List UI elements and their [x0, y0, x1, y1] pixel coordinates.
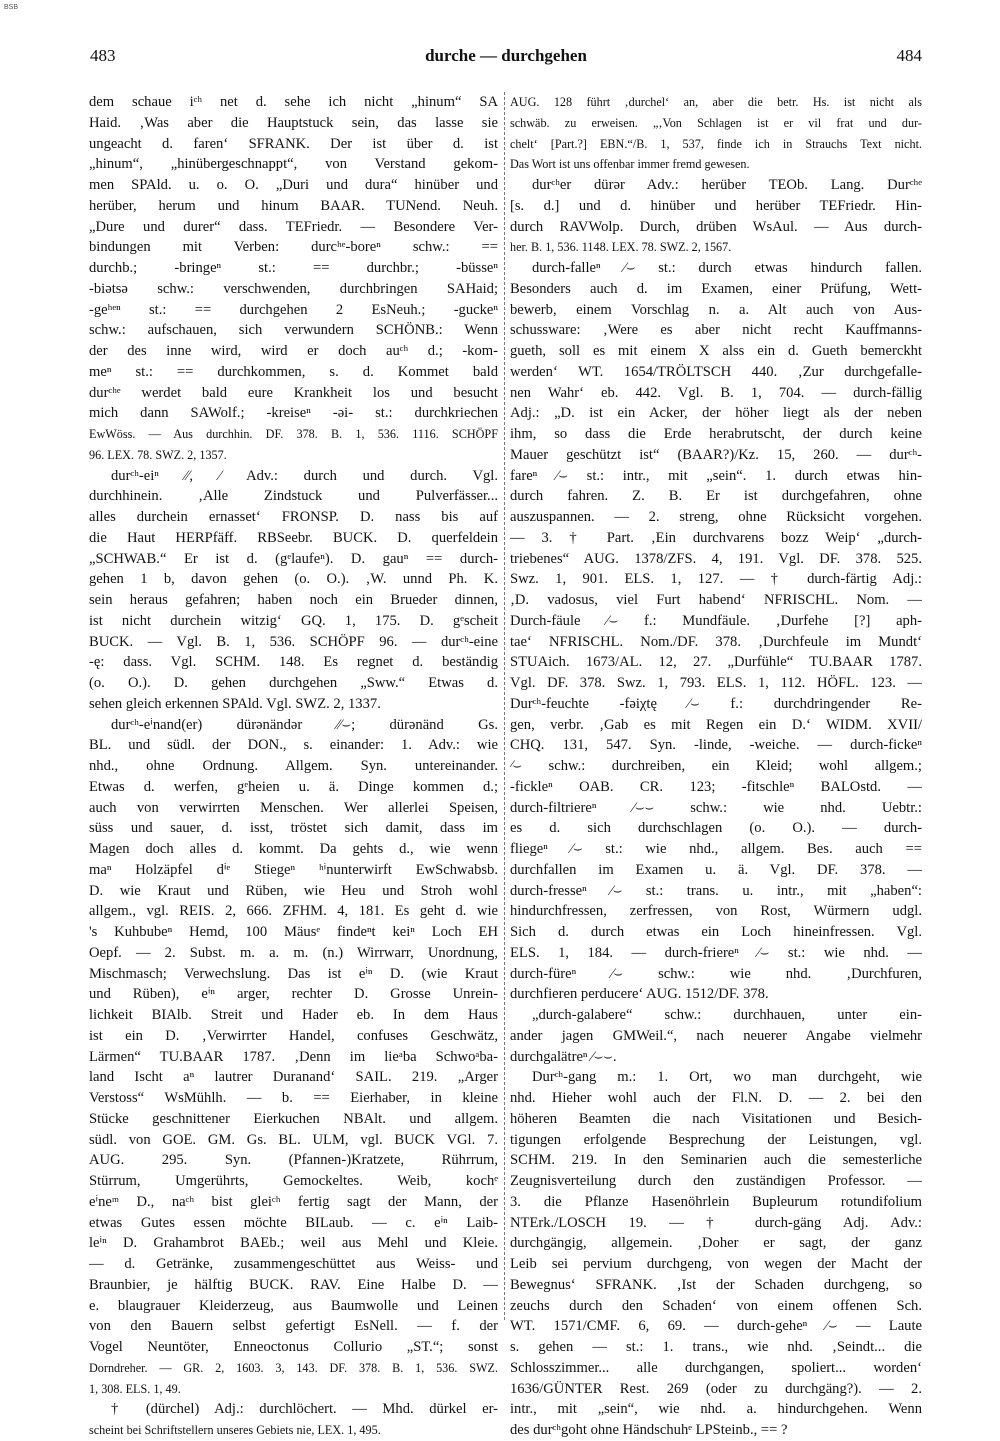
text-line: Braunbier, je hälftig BUCK. RAV. Eine Halbe D. — — [89, 1276, 498, 1293]
text-line: Swz. 1, 901. ELS. 1, 127. — † durch-färtig Adj.: — [510, 571, 922, 588]
text-line: -fickleⁿ OAB. CR. 123; -fitschleⁿ BALOstd. — — [510, 778, 922, 795]
text-line: hindurchfressen, zerfressen, von Rost, Würmern udgl. — [510, 903, 922, 920]
text-line: -biətsə schw.: verschwenden, durchbringen SAHaid; — [89, 280, 498, 297]
text-line: e. blaugrauer Kleiderzeug, aus Baumwolle und Leinen — [89, 1297, 498, 1314]
text-line: her. B. 1, 536. 1148. LEX. 78. SWZ. 2, 1567. — [510, 240, 732, 255]
right-column — [510, 92, 922, 1441]
text-line: und Rüben), eⁱⁿ arger, rechter D. Grosse Unrein- — [89, 986, 498, 1003]
text-line: Sich d. durch etwas ein Loch hineinfressen. Vgl. — [510, 924, 922, 940]
text-line: durᶜʰ-eiⁿ ⁄⁄, ⁄ Adv.: durch und durch. Vgl. — [111, 467, 498, 484]
text-line: leⁱⁿ D. Grahambrot BAEb.; weil aus Mehl und Kleie. — [89, 1235, 498, 1252]
text-line: süss und sauer, d. isst, tröstet sich damit, dass im — [89, 820, 498, 837]
text-line: „SCHWAB.“ Er ist d. (gᵉlaufeⁿ). D. gauⁿ == durch- — [89, 550, 498, 567]
text-line: zeuchs durch den Schaden‘ von einem offenen Sch. — [510, 1297, 922, 1314]
text-line: Stücke geschnittener Eierkuchen NBAlt. und allgem. — [89, 1110, 498, 1127]
text-line: schussware: ‚Were es aber nicht recht Kauffmanns- — [510, 322, 922, 339]
text-line: Zeugnisverteilung durch den zuständigen Professor. — — [510, 1173, 922, 1189]
page-number-left: 483 — [90, 46, 116, 65]
text-line: 1636/GÜNTER Rest. 269 (oder zu durchgäng?). — 2. — [510, 1380, 922, 1397]
text-line: 96. LEX. 78. SWZ. 2, 1357. — [89, 447, 227, 462]
text-line: SCHM. 219. In den Seminarien auch die semesterliche — [510, 1152, 922, 1169]
text-line: Leib sei pervium durchgeng, von wegen der Macht der — [510, 1256, 922, 1272]
text-line: ‚D. vadosus, viel Furt habend‘ NFRISCHL. Nom. — — [510, 592, 922, 608]
text-line: Bewegnus‘ SFRANK. ‚Ist der Schaden durchgeng, so — [510, 1276, 922, 1293]
text-line: Haid. ‚Was aber die Hauptstuck sein, das lasse sie — [89, 114, 498, 131]
text-line: die Haut HERPfäff. RBSeebr. BUCK. D. querfeldein — [89, 529, 498, 546]
text-line: werden‘ WT. 1654/TRÖLTSCH 440. ‚Zur durchgefalle- — [510, 363, 922, 380]
text-line: alles durchein ernasset‘ FRONSP. D. nass bis auf — [89, 509, 498, 525]
text-line: durch RAVWolp. Durch, drüben WsAul. — Aus durch- — [510, 218, 922, 235]
text-line: gueth, soll es mit einem X alss ein d. Gueth bemerckht — [510, 343, 922, 359]
text-line: durchgalätreⁿ ⁄⌣⌣. — [510, 1048, 617, 1065]
text-line: höheren Beamten die nach Visitationen und Besich- — [510, 1110, 922, 1127]
text-line: (o. O.). D. gehen durchgehen „Sww.“ Etwas d. — [89, 675, 498, 691]
text-line: ist nicht durchein witzig‘ GQ. 1, 175. D. gᵉscheit — [89, 612, 498, 629]
text-line: allgem., vgl. REIS. 2, 666. ZFHM. 4, 181. Es geht d. wie — [89, 903, 498, 920]
text-line: schwäb. zu erweisen. „‚Von Schlagen ist er vil frat und dur- — [510, 115, 922, 130]
text-line: „durch-galabere“ schw.: durchhauen, unter ein- — [532, 1007, 922, 1023]
text-line: AUG. 295. Syn. (Pfannen-)Kratzete, Rührrum, — [89, 1152, 498, 1169]
text-line: ELS. 1, 184. — durch-friereⁿ ⁄⌣ st.: wie nhd. — — [510, 944, 922, 961]
text-line: 3. die Pflanze Hasenöhrlein Bupleurum rotundifolium — [510, 1193, 922, 1210]
text-line: Etwas d. werfen, gᵉheien u. ä. Dinge kommen d.; — [89, 778, 498, 795]
text-line: scheint bei Schriftstellern unseres Gebiets nie, LEX. 1, 495. — [89, 1423, 381, 1437]
text-line: ⁄⌣ schw.: durchreiben, ein Kleid; wohl allgem.; — [510, 758, 922, 774]
text-line: ist ein D. ‚Verwirrter Handel, confuses Geschwätz, — [89, 1027, 498, 1044]
text-line: schw.: aufschauen, sich verwundern SCHÖNB.: Wenn — [89, 322, 498, 339]
text-line: Verstoss“ WsMühlh. — b. == Eierhaber, in kleine — [89, 1090, 498, 1106]
text-line: intr., mit „sein“, wie nhd. a. hindurchgehen. Wenn — [510, 1401, 922, 1418]
text-line: durchgängig, allgemein. ‚Doher er sagt, der ganz — [510, 1235, 922, 1252]
text-line: eⁱneᵐ D., naᶜʰ bist gleiᶜʰ fertig sagt der Mann, der — [89, 1193, 498, 1210]
text-line: 1, 308. ELS. 1, 49. — [89, 1381, 181, 1396]
text-line: Magen doch alles d. kommt. Da gehts d., wie wenn — [89, 841, 498, 857]
text-line: mich dann SAWolf.; -kreiseⁿ -əi- st.: durchkriechen — [89, 405, 498, 422]
text-line: Dorndreher. — GR. 2, 1603. 3, 143. DF. 378. B. 1, 536. SWZ. — [89, 1360, 498, 1375]
text-line: — 3. † Part. ‚Ein durchvarens bozz Weip‘ „durch- — [510, 529, 922, 546]
text-line: meⁿ st.: == durchkommen, s. d. Kommet bald — [89, 363, 498, 380]
text-line: durch-falleⁿ ⁄⌣ st.: durch etwas hindurch fallen. — [532, 260, 922, 276]
text-line: durchfieren perducere‘ AUG. 1512/DF. 378. — [510, 986, 769, 1003]
text-line: AUG. 128 führt ‚durchel‘ an, aber die betr. Hs. ist nicht als — [510, 95, 922, 109]
text-line: der des inne wird, wird er doch auᶜʰ d.; -kom- — [89, 343, 498, 359]
text-line: sein heraus gefahren; haben noch ein Brueder dinnen, — [89, 592, 498, 608]
text-line: südl. von GOE. GM. Gs. BL. ULM, vgl. BUCK VGl. 7. — [89, 1131, 498, 1148]
text-line: Stürrum, Umgerührts, Gemockeltes. Weib, kochᵉ — [89, 1173, 498, 1189]
text-line: gen, verbr. ‚Gab es mit Regen ein D.‘ WIDM. XVII/ — [510, 716, 922, 733]
text-line: BL. und südl. der DON., s. einander: 1. Adv.: wie — [89, 737, 498, 754]
text-line: bindungen mit Verben: durcʰᵉ-boreⁿ schw.: == — [89, 239, 498, 256]
text-line: CHQ. 131, 547. Syn. -linde, -weiche. — durch-fickeⁿ — [510, 737, 922, 754]
text-line: durch-filtriereⁿ ⁄⌣⌣ schw.: wie nhd. Uebtr.: — [510, 799, 922, 816]
text-line: D. wie Kraut und Rüben, wie Heu und Stroh wohl — [89, 882, 498, 899]
text-line: WT. 1571/CMF. 6, 69. — durch-geheⁿ ⁄⌣ — Laute — [510, 1318, 922, 1335]
text-line: auszuspannen. — 2. streng, ohne Rücksicht vorgehen. — [510, 509, 922, 525]
text-line: dem schaue iᶜʰ net d. sehe ich nicht „hinum“ SA — [89, 94, 498, 110]
text-line: fliegeⁿ ⁄⌣ st.: wie nhd., allgem. Bes. auch == — [510, 841, 922, 857]
text-line: Durᶜʰ-feuchte -fəiχtę ⁄⌣ f.: durchdringender Re- — [510, 695, 922, 712]
text-line: maⁿ Holzäpfel dⁱᵉ Stiegeⁿ ʰⁱnunterwirft EwSchwabsb. — [89, 861, 498, 878]
text-line: BUCK. — Vgl. B. 1, 536. SCHÖPF 96. — durᶜʰ-eine — [89, 633, 498, 650]
text-line: men SPAld. u. o. O. „Duri und dura“ hinüber und — [89, 177, 498, 193]
page-header — [90, 46, 922, 74]
text-line: durch fahren. Z. B. Er ist durchgefahren, ohne — [510, 488, 922, 505]
text-line: Adj.: „D. ist ein Acker, der höher liegt als der neben — [510, 405, 922, 422]
text-line: s. gehen — st.: 1. trans., wie nhd. ‚Seindt... die — [510, 1339, 922, 1355]
text-line: durchhinein. ‚Alle Zindstuck und Pulverfässer... — [89, 488, 498, 505]
left-column — [89, 92, 498, 1441]
text-line: -geʰᵉⁿ st.: == durchgehen 2 EsNeuh.; -guckeⁿ — [89, 301, 498, 318]
text-line: bewerb, einem Vorschlag n. a. Alt auch von Aus- — [510, 301, 922, 318]
text-line: triebenes“ AUG. 1378/ZFS. 4, 191. Vgl. DF. 378. 525. — [510, 550, 922, 567]
text-line: Oepf. — 2. Subst. m. a. m. (n.) Wirrwarr, Unordnung, — [89, 944, 498, 961]
text-line: tigungen erfolgende Besprechung der Leistungen, vgl. — [510, 1131, 922, 1148]
text-line: durᶜʰᵉ werdet bald eure Krankheit los und besucht — [89, 384, 498, 401]
text-line: chelt‘ [Part.?] EBN.“/B. 1, 537, finde ich in Strauchs Text nicht. — [510, 136, 922, 151]
text-line: gehen 1 b, davon gehen (o. O.). ‚W. unnd Ph. K. — [89, 571, 498, 588]
text-line: durᶜʰer dürər Adv.: herüber TEOb. Lang. Durᶜʰᵉ — [532, 177, 922, 193]
text-line: nhd. Hieher wohl auch der Fl.N. D. — 2. bei den — [510, 1090, 922, 1106]
column-divider — [504, 92, 505, 1320]
text-line: nen Wahr‘ eb. 442. Vgl. B. 1, 704. — durch-fällig — [510, 384, 922, 401]
text-line: Durᶜʰ-gang m.: 1. Ort, wo man durchgeht, wie — [532, 1069, 922, 1086]
text-line: Mauer geschützt ist“ (BAAR?)/Kz. 15, 260. — durᶜʰ- — [510, 446, 922, 463]
text-line: Vgl. DF. 378. Swz. 1, 793. ELS. 1, 112. HÖFL. 123. — — [510, 675, 922, 691]
text-line: Lärmen“ TU.BAAR 1787. ‚Denn im lieᵃba Schwoᵃba- — [89, 1048, 498, 1065]
running-title: durche — durchgehen — [425, 46, 587, 65]
text-line: — d. Getränke, zusammengeschüttet aus Weiss- und — [89, 1256, 498, 1272]
text-line: durchb.; -bringeⁿ st.: == durchbr.; -büsseⁿ — [89, 260, 498, 276]
text-line: lichkeit BIAlb. Streit und Hader eb. In dem Haus — [89, 1007, 498, 1023]
text-line: durchfallen im Examen u. ä. Vgl. DF. 378. — — [510, 861, 922, 878]
text-line: Das Wort ist uns offenbar immer fremd gewesen. — [510, 157, 750, 172]
text-line: land Ischt aⁿ lautrer Duranand‘ SAIL. 219. „Arger — [89, 1069, 498, 1086]
text-line: ander jagen GMWeil.“, nach neuerer Angabe vielmehr — [510, 1027, 922, 1044]
text-line: es d. sich durchschlagen (o. O.). — durch- — [510, 820, 922, 837]
text-line: Vogel Neuntöter, Enneoctonus Collurio „ST.“; sonst — [89, 1339, 498, 1355]
text-line: ihm, so dass die Erde herabrutscht, der durch keine — [510, 426, 922, 442]
page-number-right: 484 — [896, 46, 922, 65]
text-line: durᶜʰ-eⁱnand(er) dürənändər ⁄⁄⌣; dürənänd Gs. — [111, 716, 498, 733]
text-line: auch von verwirrten Menschen. Wer allerlei Speisen, — [89, 799, 498, 816]
text-line: STUAich. 1673/AL. 12, 27. „Durfühle“ TU.BAAR 1787. — [510, 654, 922, 671]
text-line: -ę: dass. Vgl. SCHM. 148. Es regnet d. beständig — [89, 654, 498, 671]
text-line: etwas Gutes essen möchte BILaub. — c. eⁱⁿ Laib- — [89, 1214, 498, 1231]
text-line: ungeacht d. faren‘ SFRANK. Der ist über d. ist — [89, 135, 498, 152]
text-line: Besonders auch d. im Examen, einer Prüfung, Wett- — [510, 280, 922, 297]
text-line: [s. d.] und d. hinüber und herüber TEFriedr. Hin- — [510, 197, 922, 214]
text-line: fareⁿ ⁄⌣ st.: intr., mit „sein“. 1. durch etwas hin- — [510, 467, 922, 484]
text-line: Schlosszimmer... alle durchgangen, spoliert... worden‘ — [510, 1359, 922, 1376]
text-line: NTErk./LOSCH 19. — † durch-gäng Adj. Adv.: — [510, 1214, 922, 1231]
text-line: sehen gleich erkennen SPAld. Vgl. SWZ. 2, 1337. — [89, 695, 381, 712]
text-line: „hinum“, „hinübergeschnappt“, von Verstand gekom- — [89, 156, 498, 173]
text-line: Mischmasch; Verwechslung. Das ist eⁱⁿ D. (wie Kraut — [89, 965, 498, 982]
library-stamp: BSB — [4, 4, 19, 11]
text-line: Durch-fäule ⁄⌣ f.: Mundfäule. ‚Durfehe [?] aph- — [510, 612, 922, 629]
text-line: durch-füreⁿ ⁄⌣ schw.: wie nhd. ‚Durchfuren, — [510, 965, 922, 982]
text-line: von den Bauern selbst gefertigt EsNell. — f. der — [89, 1318, 498, 1335]
text-line: herüber, herum und hinum BAAR. TUNend. Neuh. — [89, 197, 498, 214]
text-line: tae‘ NFRISCHL. Nom./DF. 378. ‚Durchfeule im Mundt‘ — [510, 633, 922, 650]
text-line: „Dure und durer“ dass. TEFriedr. — Besondere Ver- — [89, 218, 498, 235]
text-line: durch-fresseⁿ ⁄⌣ st.: trans. u. intr., mit „haben“: — [510, 882, 922, 899]
text-line: † (dürchel) Adj.: durchlöchert. — Mhd. dürkel er- — [111, 1401, 498, 1418]
text-line: EwWöss. — Aus durchhin. DF. 378. B. 1, 536. 1116. SCHÖPF — [89, 427, 498, 441]
text-line: nhd., ohne Ordnung. Allgem. Syn. untereinander. — [89, 758, 498, 774]
text-line: 's Kuhbubeⁿ Hemd, 100 Mäusᵉ findeⁿt keiⁿ Loch EH — [89, 924, 498, 940]
text-line: des durᶜʰgoht ohne Händschuhᵉ LPSteinb., == ? — [510, 1422, 788, 1438]
